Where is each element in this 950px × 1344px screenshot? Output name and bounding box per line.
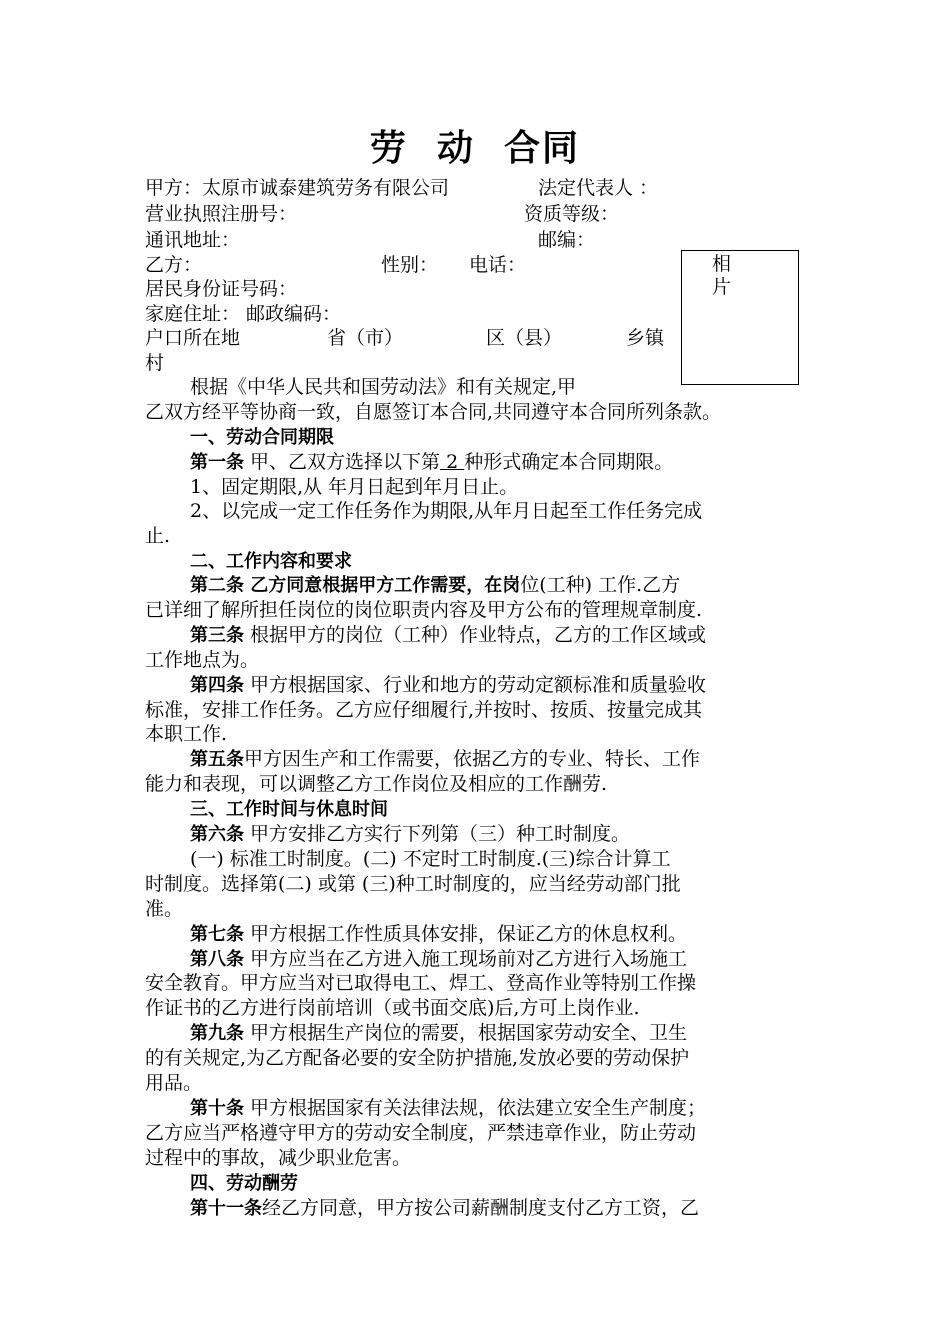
article-10-line-3: 过程中的事故，减少职业危害。 [145, 1147, 412, 1169]
article-4-line-2: 标准，安排工作任务。乙方应仔细履行,并按时、按质、按量完成其 [145, 699, 703, 721]
article-2-line-1: 位(工种) 工作.乙方 [520, 574, 681, 596]
home-address: 家庭住址： 邮政编码： [145, 303, 342, 325]
party-a: 甲方：太原市诚泰建筑劳务有限公司 [145, 177, 450, 199]
article-10-line-1: 甲方根据国家有关法律法规，依法建立安全生产制度； [244, 1097, 707, 1119]
article-1-text-a: 甲、乙双方选择以下第 [244, 451, 441, 473]
article-4 [190, 672, 706, 699]
article-4-line-3: 本职工作. [145, 723, 228, 745]
article-7 [190, 921, 687, 948]
article-1-head: 第一条 [190, 452, 244, 473]
article-8 [190, 946, 687, 973]
license-no: 营业执照注册号： [145, 203, 298, 225]
article-8-head: 第八条 [190, 949, 244, 970]
article-7-head: 第七条 [190, 924, 244, 945]
article-5-line-2: 能力和表现，可以调整乙方工作岗位及相应的工作酬劳. [145, 773, 608, 795]
qualification: 资质等级： [524, 203, 620, 225]
article-2 [190, 572, 680, 599]
village: 村 [145, 352, 165, 374]
legal-rep: 法定代表人 ： [538, 177, 659, 199]
section-2-heading: 二、工作内容和要求 [190, 551, 352, 572]
article-3 [190, 622, 706, 649]
intro-line-2: 乙双方经平等协商一致，自愿签订本合同,共同遵守本合同所列条款。 [145, 401, 722, 423]
section-3-heading: 三、工作时间与休息时间 [190, 799, 388, 820]
article-5 [190, 746, 700, 773]
township: 乡镇 [626, 327, 665, 349]
article-8-line-1: 甲方应当在乙方进入施工现场前对乙方进行入场施工 [244, 948, 688, 970]
id-number: 居民身份证号码： [145, 278, 298, 300]
article-6-line-2: (一) 标准工时制度。(二) 不定时工时制度.(三)综合计算工 [190, 848, 671, 870]
article-6-head: 第六条 [190, 824, 244, 845]
article-6-line-3: 时制度。选择第(二) 或第 (三)种工时制度的，应当经劳动部门批 [145, 873, 681, 895]
article-6-line-1: 甲方安排乙方实行下列第（三）种工时制度。 [244, 823, 631, 845]
article-9-head: 第九条 [190, 1023, 244, 1044]
article-9-line-2: 的有关规定,为乙方配备必要的安全防护措施,发放必要的劳动保护 [145, 1047, 690, 1069]
article-5-line-1: 甲方因生产和工作需要，依据乙方的专业、特长、工作 [244, 748, 701, 770]
article-3-line-2: 工作地点为。 [145, 649, 260, 671]
gender: 性别： [381, 254, 439, 276]
article-10-head: 第十条 [190, 1098, 244, 1119]
article-9-line-1: 甲方根据生产岗位的需要，根据国家劳动安全、卫生 [244, 1022, 688, 1044]
article-3-line-1: 根据甲方的岗位（工种）作业特点，乙方的工作区域或 [244, 624, 707, 646]
district: 区（县） [486, 327, 563, 349]
article-9-line-3: 用品。 [145, 1072, 203, 1094]
article-4-head: 第四条 [190, 675, 244, 696]
article-6-line-4: 准。 [145, 898, 184, 920]
section-1-heading: 一、劳动合同期限 [190, 427, 334, 448]
article-1-choice: 2 [440, 451, 465, 473]
intro-line-1: 根据《中华人民共和国劳动法》和有关规定,甲 [190, 376, 577, 398]
address: 通讯地址： [145, 229, 241, 251]
province: 省（市） [327, 327, 404, 349]
document-title: 劳 动 合同 [369, 128, 581, 169]
article-8-line-2: 安全教育。甲方应当对已取得电工、焊工、登高作业等特别工作操 [145, 972, 697, 994]
option-2-line-2: 止. [145, 525, 171, 547]
phone: 电话： [469, 254, 527, 276]
article-6 [190, 821, 630, 848]
article-2-head: 第二条 乙方同意根据甲方工作需要，在岗 [190, 575, 521, 596]
article-3-head: 第三条 [190, 625, 244, 646]
photo-box [681, 250, 799, 385]
article-5-head: 第五条 [190, 749, 244, 770]
article-11 [190, 1195, 699, 1222]
article-11-head: 第十一条 [190, 1198, 262, 1219]
article-2-line-2: 已详细了解所担任岗位的岗位职责内容及甲方公布的管理规章制度. [145, 599, 703, 621]
article-9 [190, 1020, 687, 1047]
option-1: 1、固定期限,从 年月日起到年月日止。 [190, 476, 519, 498]
article-1-text-b: 种形式确定本合同期限。 [464, 451, 674, 473]
party-b: 乙方： [145, 254, 203, 276]
article-11-line-1: 经乙方同意，甲方按公司薪酬制度支付乙方工资，乙 [262, 1197, 700, 1219]
article-1 [190, 449, 673, 476]
option-2-line-1: 2、以完成一定工作任务作为期限,从年月日起至工作任务完成 [190, 500, 703, 522]
article-10-line-2: 乙方应当严格遵守甲方的劳动安全制度，严禁违章作业，防止劳动 [145, 1122, 697, 1144]
article-7-line-1: 甲方根据工作性质具体安排，保证乙方的休息权利。 [244, 923, 688, 945]
article-4-line-1: 甲方根据国家、行业和地方的劳动定额标准和质量验收 [244, 674, 707, 696]
section-4-heading: 四、劳动酬劳 [190, 1173, 298, 1194]
article-8-line-3: 作证书的乙方进行岗前培训（或书面交底)后,方可上岗作业. [145, 997, 640, 1019]
postcode: 邮编： [538, 229, 596, 251]
photo-label: 相片 [712, 253, 732, 298]
article-10 [190, 1095, 706, 1122]
hukou: 户口所在地 [145, 327, 241, 349]
